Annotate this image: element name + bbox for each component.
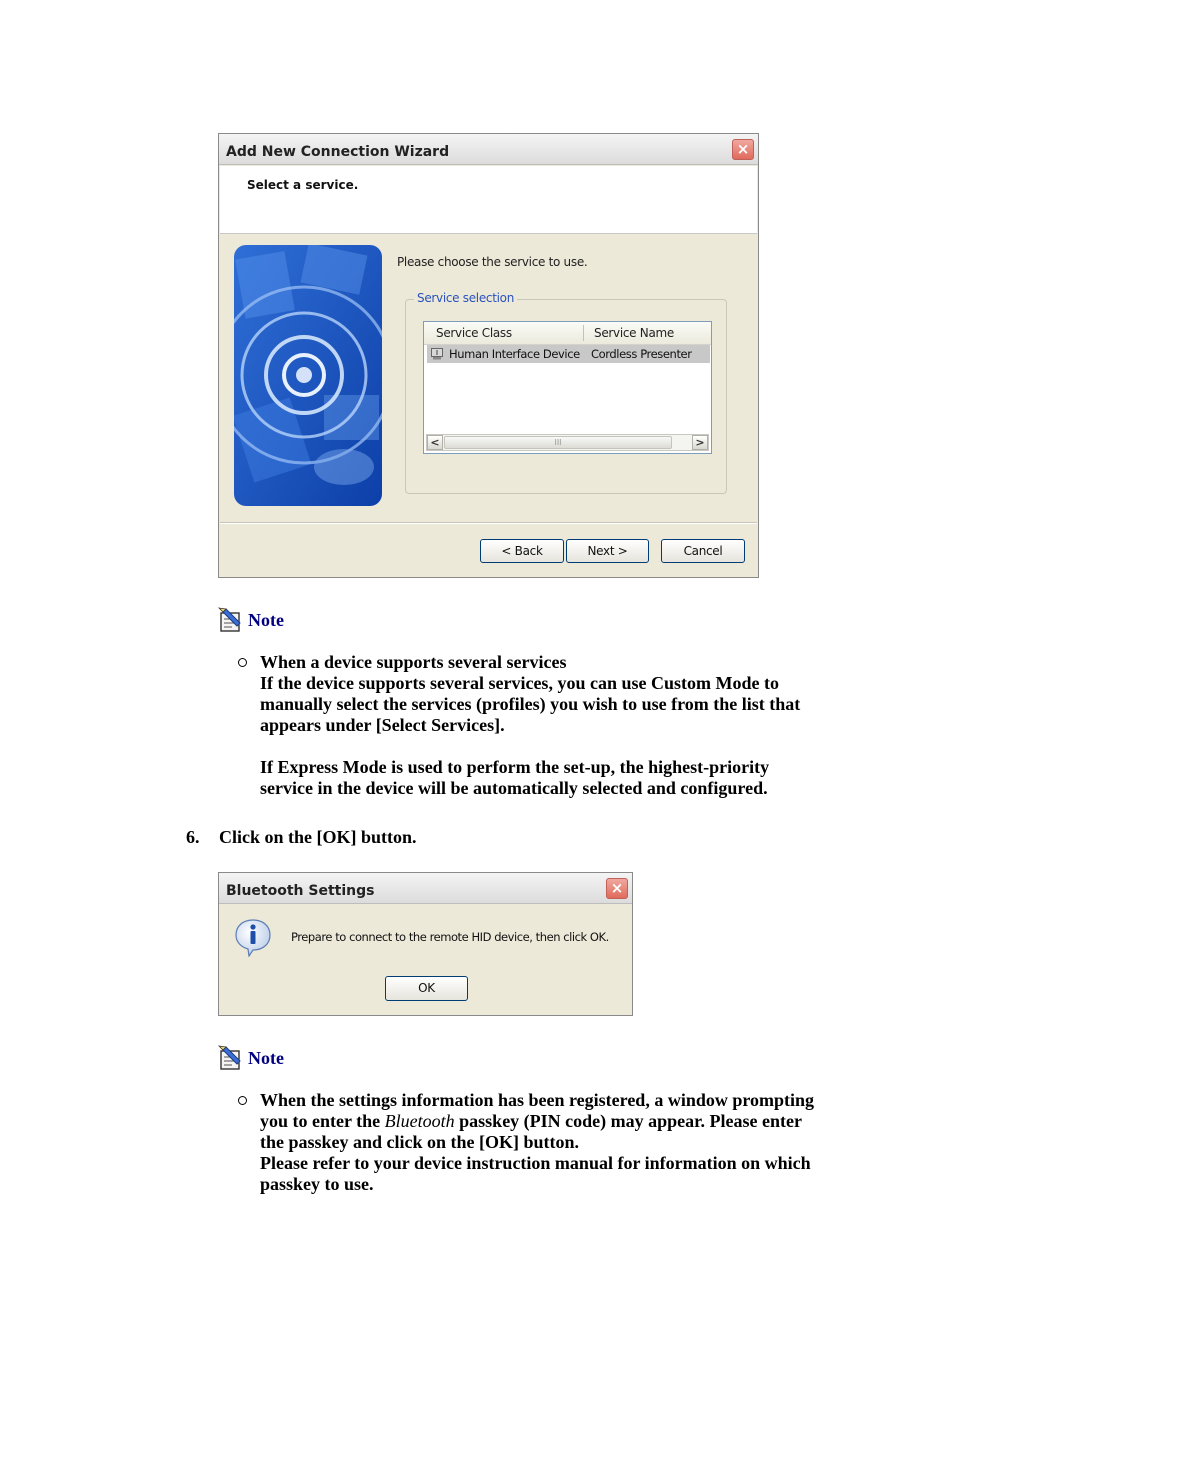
scrollbar-thumb[interactable]: III (444, 436, 672, 449)
service-list-header (424, 322, 711, 345)
bluetooth-waves-illustration (234, 245, 382, 506)
cancel-button[interactable]: Cancel (661, 539, 745, 563)
bluetooth-italic-word: Bluetooth (384, 1111, 455, 1131)
service-selection-label: Service selection (414, 291, 517, 305)
column-divider[interactable] (583, 325, 584, 341)
wizard-close-button[interactable]: × (732, 139, 754, 160)
note-text-segment: passkey (PIN code) may appear. Please enter (454, 1111, 802, 1131)
step-number: 6. (186, 827, 200, 847)
service-row[interactable] (427, 345, 710, 363)
note-text-line: manually select the services (profiles) you wish to use from the list that (260, 694, 801, 714)
service-prompt: Please choose the service to use. (397, 255, 588, 269)
back-button[interactable]: < Back (480, 539, 564, 563)
scroll-left-button[interactable]: < (427, 435, 443, 450)
wizard-side-illustration (234, 245, 382, 506)
info-icon (233, 917, 273, 957)
note-text-line: the passkey and click on the [OK] button. (260, 1132, 580, 1152)
bt-title-bar (219, 873, 632, 904)
wizard-title-bar (219, 134, 758, 165)
wizard-step-title: Select a service. (247, 178, 359, 192)
bullet-circle (238, 1096, 247, 1105)
ok-button[interactable]: OK (385, 976, 468, 1001)
step-text: Click on the [OK] button. (219, 827, 417, 847)
column-header-service-name[interactable]: Service Name (594, 326, 674, 340)
note-text-line: passkey to use. (260, 1174, 374, 1194)
scroll-right-button[interactable]: > (692, 435, 708, 450)
note-text-line: When the settings information has been registered, a window prompting (260, 1090, 815, 1110)
bt-close-button[interactable]: × (606, 878, 628, 899)
note-text-line: If Express Mode is used to perform the set-up, the highest-priority (260, 757, 770, 777)
column-header-service-class[interactable]: Service Class (436, 326, 512, 340)
bt-dialog-title: Bluetooth Settings (226, 883, 375, 899)
bullet-circle (238, 658, 247, 667)
wizard-header (220, 166, 757, 234)
bluetooth-settings-dialog (218, 872, 633, 1016)
service-selection-group (405, 291, 727, 494)
service-class-cell: Human Interface Device (449, 347, 580, 361)
wizard-title: Add New Connection Wizard (226, 144, 450, 160)
next-button[interactable]: Next > (566, 539, 649, 563)
add-connection-wizard-window (218, 133, 759, 578)
note-label: Note (248, 1048, 284, 1068)
note-text-line: service in the device will be automatically selected and configured. (260, 778, 768, 798)
note-icon (218, 607, 244, 633)
note-text-line: If the device supports several services, you can use Custom Mode to (260, 673, 779, 693)
wizard-footer-divider (220, 522, 757, 524)
note-text-line: Please refer to your device instruction manual for information on which (260, 1153, 811, 1173)
bt-dialog-message: Prepare to connect to the remote HID device, then click OK. (291, 930, 609, 944)
note-heading: When a device supports several services (260, 652, 567, 672)
service-name-cell: Cordless Presenter (591, 347, 692, 361)
note-text-line: appears under [Select Services]. (260, 715, 505, 735)
note-label: Note (248, 610, 284, 630)
hid-device-icon (431, 348, 443, 360)
note-icon (218, 1045, 244, 1071)
note-text-segment: you to enter the (260, 1111, 385, 1131)
service-list[interactable] (423, 321, 712, 454)
horizontal-scrollbar[interactable] (426, 434, 709, 451)
note-text-line (260, 1111, 802, 1132)
